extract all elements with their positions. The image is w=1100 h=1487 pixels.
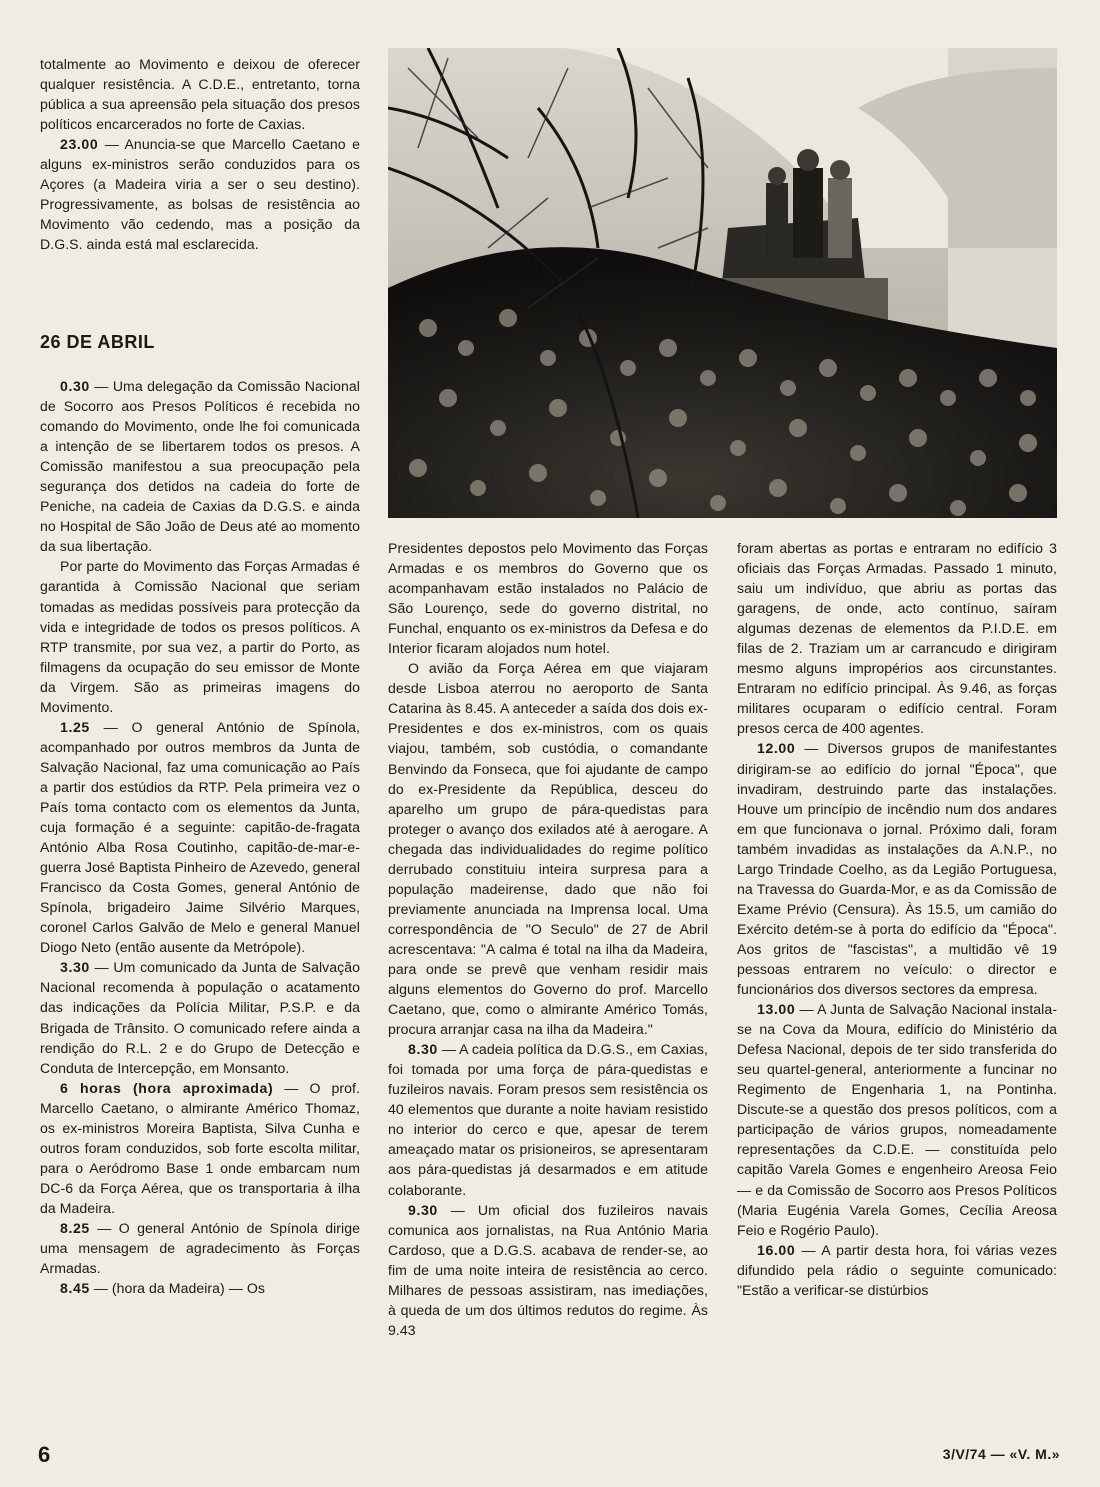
paragraph-text: — (hora da Madeira) — Os bbox=[89, 1280, 265, 1297]
paragraph-text: — O general António de Spínola dirige uma mensagem de agradecimento às Forças Armadas. bbox=[40, 1219, 360, 1277]
paragraph bbox=[40, 1078, 360, 1218]
paragraph-text: totalmente ao Movimento e deixou de oferecer qualquer resistência. A C.D.E., entretanto, torna pública a sua apreensão pela situação dos presos políticos encarcerados no forte de Caxias. bbox=[40, 56, 360, 133]
paragraph-text: — A partir desta hora, foi várias vezes difundido pela rádio o seguinte comunicado: "Estão a verificar-se distúrbios bbox=[737, 1241, 1057, 1298]
time-label: 0.30 bbox=[60, 378, 90, 394]
paragraph bbox=[40, 1278, 360, 1298]
time-label: 8.45 bbox=[60, 1280, 90, 1297]
issue-footer: 3/V/74 — «V. M.» bbox=[942, 1446, 1060, 1462]
time-label: 13.00 bbox=[757, 1001, 796, 1018]
paragraph bbox=[40, 957, 360, 1077]
column-1 bbox=[40, 376, 360, 1298]
paragraph bbox=[40, 1218, 360, 1278]
paragraph bbox=[40, 134, 360, 254]
crowd-photo bbox=[388, 48, 1057, 518]
page-number: 6 bbox=[38, 1442, 51, 1467]
paragraph-text: — O prof. Marcello Caetano, o almirante Américo Thomaz, os ex-ministros Moreira Baptista, Silva Cunha e outros foram conduzidos, sob forte escolta militar, para o Aeródromo Base 1 onde embarcam num DC-6 da Força Aérea, que os transportaria à ilha da Madeira. bbox=[40, 1079, 360, 1216]
paragraph bbox=[388, 538, 708, 658]
time-label: 3.30 bbox=[60, 959, 90, 976]
paragraph-text: — Anuncia-se que Marcello Caetano e alguns ex-ministros serão conduzidos para os Açores (a Madeira viria a ser o seu destino). Progressivamente, as bolsas de resistência ao Movimento vão cedendo, mas a posição da D.G.S. ainda está mal esclarecida. bbox=[40, 136, 360, 253]
paragraph-text: O avião da Força Aérea em que viajaram desde Lisboa aterrou no aeroporto de Santa Catarina às 8.45. A anteceder a saída dos dois ex-Presidentes e dos ex-ministros, com os quais viajou, também, sob custódia, o comandante Benvindo da Fonseca, que foi ajudante de campo do ex-Presidente da República, desceu do aparelho um grupo de pára-quedistas para proteger o avanço dos exilados até à aerogare. A chegada das individualidades do regime político derrubado constituiu inteira surpresa para a população madeirense, dado que não foi previamente anunciada na Imprensa local. Uma correspondência de "O Seculo" de 27 de Abril acrescentava: "A calma é total na ilha da Madeira, para onde se prevê que venham residir mais alguns elementos do Governo do prof. Marcello Caetano, que, como o almirante Américo Tomás, procura arranjar casa na ilha da Madeira." bbox=[388, 660, 708, 1038]
paragraph bbox=[737, 1240, 1057, 1300]
column-1-top bbox=[40, 54, 360, 254]
section-title: 26 DE ABRIL bbox=[40, 332, 155, 352]
time-label: 6 horas (hora aproximada) bbox=[60, 1079, 274, 1096]
paragraph-text: — Diversos grupos de manifestantes dirigiram-se ao edifício do jornal "Época", que invadiram, destruindo parte das instalações. Houve um princípio de incêndio num dos andares em que funcionava o jornal. Próximo dali, foram também invadidas as instalações da A.N.P., no Largo Trindade Coelho, as da Legião Portuguesa, na Travessa do Guarda-Mor, e as da Comissão de Exame Prévio (Censura). Às 15.5, um camião do Exército detém-se à porta do edifício da "Época". Aos gritos de "fascistas", a multidão vê 19 pessoas entrarem no veículo: o director e funcionários dos diversos sectores da empresa. bbox=[737, 740, 1057, 998]
crowd-photo-image bbox=[388, 48, 1057, 518]
time-label: 8.25 bbox=[60, 1219, 90, 1236]
paragraph bbox=[388, 658, 708, 1039]
paragraph bbox=[737, 738, 1057, 999]
paragraph-text: Presidentes depostos pelo Movimento das Forças Armadas e os membros do Governo que os acompanhavam estão instalados no Palácio de São Lourenço, sede do governo distrital, no Funchal, enquanto os ex-ministros da Defesa e do Interior ficaram alojados num hotel. bbox=[388, 540, 708, 657]
column-3 bbox=[737, 538, 1057, 1300]
paragraph-text: Por parte do Movimento das Forças Armadas é garantida à Comissão Nacional que seriam tomadas as medidas possíveis para protecção da vida e integridade de todos os presos políticos. A RTP transmite, por sua vez, a partir do Porto, as filmagens da ocupação do seu emissor de Monte da Virgem. São as primeiras imagens do Movimento. bbox=[40, 558, 360, 715]
paragraph bbox=[737, 538, 1057, 738]
time-label: 16.00 bbox=[757, 1241, 796, 1258]
paragraph bbox=[40, 717, 360, 958]
time-label: 1.25 bbox=[60, 718, 90, 735]
paragraph-text: — A cadeia política da D.G.S., em Caxias, foi tomada por uma força de pára-quedistas e fuzileiros navais. Foram presos sem resistência os 40 elementos que durante a noite haviam resistido no interior do cerco e que, apesar de terem ameaçado matar os prisioneiros, se apresentaram aos pára-quedistas já desarmados e em atitude colaborante. bbox=[388, 1041, 708, 1198]
paragraph bbox=[388, 1200, 708, 1340]
paragraph-text: — Um oficial dos fuzileiros navais comunica aos jornalistas, na Rua António Maria Cardoso, que a D.G.S. acabava de render-se, ao fim de uma noite inteira de resistência ao cerco. Milhares de pessoas assistiram, nas imediações, à queda de um dos últimos redutos do regime. Às 9.43 bbox=[388, 1201, 708, 1338]
paragraph bbox=[40, 376, 360, 556]
paragraph bbox=[388, 1039, 708, 1199]
paragraph bbox=[40, 556, 360, 716]
time-label: 12.00 bbox=[757, 740, 796, 757]
paragraph-text: foram abertas as portas e entraram no edifício 3 oficiais das Forças Armadas. Passado 1 minuto, saiu um indivíduo, que abriu as portas das garagens, de onde, acto contínuo, saíram algumas dezenas de elementos da P.I.D.E. em filas de 2. Traziam um ar carrancudo e dirigiram mesmo alguns impropérios aos circunstantes. Entraram no edifício principal. Às 9.46, as forças militares ocuparam o edifício central. Foram presos cerca de 400 agentes. bbox=[737, 540, 1057, 737]
paragraph-text: — O general António de Spínola, acompanhado por outros membros da Junta de Salvação Nacional, faz uma comunicação ao País a partir dos estúdios da RTP. Pela primeira vez o País toma contacto com os elementos da Junta, cuja formação é a seguinte: capitão-de-fragata António Alba Rosa Coutinho, capitão-de-mar-e-guerra José Baptista Pinheiro de Azevedo, general Francisco da Costa Gomes, general António de Spínola, brigadeiro Jaime Silvério Marques, coronel Carlos Galvão de Melo e general Manuel Diogo Neto (então ausente da Metrópole). bbox=[40, 718, 360, 956]
paragraph bbox=[40, 54, 360, 134]
paragraph-text: — Uma delegação da Comissão Nacional de Socorro aos Presos Políticos é recebida no comando do Movimento, onde lhe foi comunicada a intenção de se libertarem todos os presos. A Comissão manifestou a sua preocupação pela segurança dos detidos na cadeia do forte de Peniche, na cadeia de Caxias da D.G.S. e ainda no Hospital de São João de Deus até ao momento da sua libertação. bbox=[40, 378, 360, 555]
time-label: 9.30 bbox=[408, 1201, 438, 1218]
column-2 bbox=[388, 538, 708, 1340]
paragraph-text: — Um comunicado da Junta de Salvação Nacional recomenda à população o acatamento das indicações da Polícia Militar, P.S.P. e da Brigada de Trânsito. O comunicado refere ainda a rendição do R.L. 2 e do Grupo de Detecção e Conduta de Intercepção, em Monsanto. bbox=[40, 959, 360, 1076]
paragraph-text: — A Junta de Salvação Nacional instala-se na Cova da Moura, edifício do Ministério da Defesa Nacional, depois de ter sido transferida do seu quartel-general, anteriormente a funcinar no Regimento de Engenharia 1, na Pontinha. Discute-se a questão dos presos políticos, com a participação de vários grupos, nomeadamente representações da C.D.E. — constituída pelo capitão Varela Gomes e engenheiro Areosa Feio — e da Comissão de Socorro aos Presos Políticos (Maria Eugénia Varela Gomes, Cecília Areosa Feio e Rogério Paulo). bbox=[737, 1001, 1057, 1238]
paragraph bbox=[737, 999, 1057, 1240]
time-label: 8.30 bbox=[408, 1041, 438, 1058]
time-label: 23.00 bbox=[60, 136, 99, 153]
